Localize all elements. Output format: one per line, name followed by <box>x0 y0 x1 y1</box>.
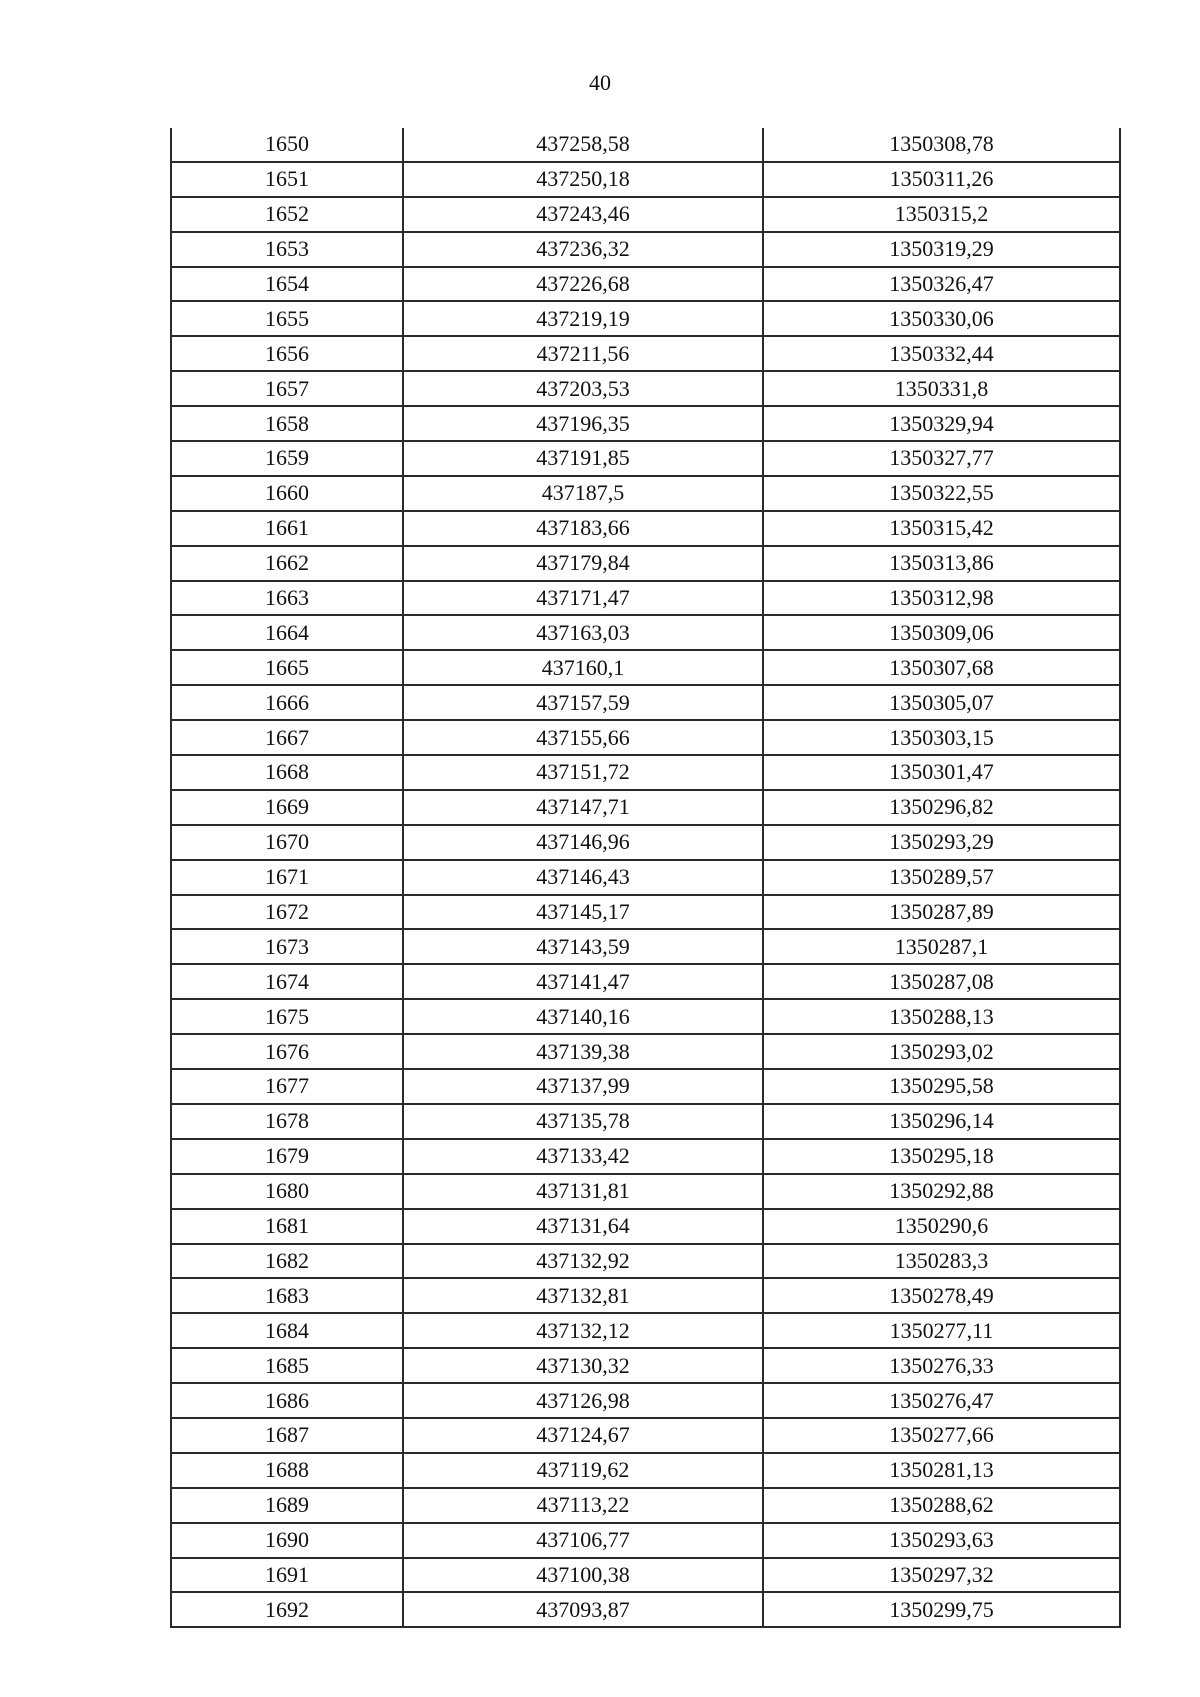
y-coordinate-cell: 1350278,49 <box>763 1278 1120 1313</box>
point-number-cell: 1690 <box>171 1523 403 1558</box>
table-row <box>171 511 1120 546</box>
point-number-cell: 1686 <box>171 1383 403 1418</box>
table-row <box>171 301 1120 336</box>
point-number-cell: 1674 <box>171 964 403 999</box>
y-coordinate-cell: 1350315,42 <box>763 511 1120 546</box>
y-coordinate-cell: 1350326,47 <box>763 267 1120 302</box>
y-coordinate-cell: 1350301,47 <box>763 755 1120 790</box>
table-row <box>171 1139 1120 1174</box>
point-number-cell: 1662 <box>171 546 403 581</box>
x-coordinate-cell: 437119,62 <box>403 1453 763 1488</box>
x-coordinate-cell: 437131,64 <box>403 1209 763 1244</box>
table-row <box>171 1174 1120 1209</box>
table-row <box>171 1592 1120 1627</box>
x-coordinate-cell: 437124,67 <box>403 1418 763 1453</box>
point-number-cell: 1668 <box>171 755 403 790</box>
y-coordinate-cell: 1350290,6 <box>763 1209 1120 1244</box>
table-row <box>171 929 1120 964</box>
y-coordinate-cell: 1350287,08 <box>763 964 1120 999</box>
y-coordinate-cell: 1350331,8 <box>763 371 1120 406</box>
point-number-cell: 1681 <box>171 1209 403 1244</box>
point-number-cell: 1684 <box>171 1313 403 1348</box>
table-row <box>171 1278 1120 1313</box>
point-number-cell: 1682 <box>171 1244 403 1279</box>
y-coordinate-cell: 1350309,06 <box>763 615 1120 650</box>
point-number-cell: 1679 <box>171 1139 403 1174</box>
table-row <box>171 1453 1120 1488</box>
y-coordinate-cell: 1350293,63 <box>763 1523 1120 1558</box>
y-coordinate-cell: 1350287,89 <box>763 895 1120 930</box>
table-row <box>171 197 1120 232</box>
table-row <box>171 128 1120 162</box>
y-coordinate-cell: 1350292,88 <box>763 1174 1120 1209</box>
x-coordinate-cell: 437243,46 <box>403 197 763 232</box>
table-row <box>171 267 1120 302</box>
table-row <box>171 162 1120 197</box>
point-number-cell: 1687 <box>171 1418 403 1453</box>
x-coordinate-cell: 437093,87 <box>403 1592 763 1627</box>
x-coordinate-cell: 437140,16 <box>403 999 763 1034</box>
x-coordinate-cell: 437143,59 <box>403 929 763 964</box>
y-coordinate-cell: 1350296,14 <box>763 1104 1120 1139</box>
x-coordinate-cell: 437250,18 <box>403 162 763 197</box>
point-number-cell: 1678 <box>171 1104 403 1139</box>
page-number: 40 <box>589 70 611 95</box>
table-row <box>171 1488 1120 1523</box>
y-coordinate-cell: 1350281,13 <box>763 1453 1120 1488</box>
y-coordinate-cell: 1350319,29 <box>763 232 1120 267</box>
y-coordinate-cell: 1350305,07 <box>763 685 1120 720</box>
point-number-cell: 1655 <box>171 301 403 336</box>
point-number-cell: 1675 <box>171 999 403 1034</box>
y-coordinate-cell: 1350295,18 <box>763 1139 1120 1174</box>
x-coordinate-cell: 437258,58 <box>403 128 763 162</box>
table-row <box>171 1313 1120 1348</box>
point-number-cell: 1656 <box>171 336 403 371</box>
table-row <box>171 1209 1120 1244</box>
y-coordinate-cell: 1350277,11 <box>763 1313 1120 1348</box>
point-number-cell: 1680 <box>171 1174 403 1209</box>
point-number-cell: 1667 <box>171 720 403 755</box>
table-row <box>171 1244 1120 1279</box>
point-number-cell: 1654 <box>171 267 403 302</box>
x-coordinate-cell: 437196,35 <box>403 406 763 441</box>
x-coordinate-cell: 437211,56 <box>403 336 763 371</box>
point-number-cell: 1683 <box>171 1278 403 1313</box>
table-row <box>171 650 1120 685</box>
table-row <box>171 1383 1120 1418</box>
table-row <box>171 1348 1120 1383</box>
y-coordinate-cell: 1350308,78 <box>763 128 1120 162</box>
x-coordinate-cell: 437100,38 <box>403 1558 763 1593</box>
point-number-cell: 1688 <box>171 1453 403 1488</box>
y-coordinate-cell: 1350303,15 <box>763 720 1120 755</box>
x-coordinate-cell: 437146,96 <box>403 825 763 860</box>
x-coordinate-cell: 437219,19 <box>403 301 763 336</box>
x-coordinate-cell: 437130,32 <box>403 1348 763 1383</box>
y-coordinate-cell: 1350289,57 <box>763 860 1120 895</box>
x-coordinate-cell: 437155,66 <box>403 720 763 755</box>
point-number-cell: 1689 <box>171 1488 403 1523</box>
table-row <box>171 860 1120 895</box>
y-coordinate-cell: 1350329,94 <box>763 406 1120 441</box>
point-number-cell: 1661 <box>171 511 403 546</box>
y-coordinate-cell: 1350293,02 <box>763 1034 1120 1069</box>
point-number-cell: 1660 <box>171 476 403 511</box>
table-row <box>171 1104 1120 1139</box>
x-coordinate-cell: 437203,53 <box>403 371 763 406</box>
point-number-cell: 1672 <box>171 895 403 930</box>
y-coordinate-cell: 1350276,33 <box>763 1348 1120 1383</box>
y-coordinate-cell: 1350299,75 <box>763 1592 1120 1627</box>
x-coordinate-cell: 437133,42 <box>403 1139 763 1174</box>
point-number-cell: 1673 <box>171 929 403 964</box>
x-coordinate-cell: 437147,71 <box>403 790 763 825</box>
y-coordinate-cell: 1350287,1 <box>763 929 1120 964</box>
point-number-cell: 1659 <box>171 441 403 476</box>
y-coordinate-cell: 1350327,77 <box>763 441 1120 476</box>
x-coordinate-cell: 437132,81 <box>403 1278 763 1313</box>
point-number-cell: 1676 <box>171 1034 403 1069</box>
y-coordinate-cell: 1350295,58 <box>763 1069 1120 1104</box>
x-coordinate-cell: 437187,5 <box>403 476 763 511</box>
table-row <box>171 755 1120 790</box>
point-number-cell: 1665 <box>171 650 403 685</box>
y-coordinate-cell: 1350330,06 <box>763 301 1120 336</box>
point-number-cell: 1691 <box>171 1558 403 1593</box>
table-row <box>171 825 1120 860</box>
table-row <box>171 336 1120 371</box>
table-body <box>171 128 1120 1627</box>
table-row <box>171 546 1120 581</box>
table-row <box>171 1523 1120 1558</box>
table-row <box>171 1558 1120 1593</box>
y-coordinate-cell: 1350315,2 <box>763 197 1120 232</box>
table-row <box>171 964 1120 999</box>
y-coordinate-cell: 1350283,3 <box>763 1244 1120 1279</box>
point-number-cell: 1652 <box>171 197 403 232</box>
y-coordinate-cell: 1350276,47 <box>763 1383 1120 1418</box>
x-coordinate-cell: 437135,78 <box>403 1104 763 1139</box>
point-number-cell: 1664 <box>171 615 403 650</box>
x-coordinate-cell: 437151,72 <box>403 755 763 790</box>
point-number-cell: 1671 <box>171 860 403 895</box>
point-number-cell: 1653 <box>171 232 403 267</box>
x-coordinate-cell: 437137,99 <box>403 1069 763 1104</box>
x-coordinate-cell: 437126,98 <box>403 1383 763 1418</box>
x-coordinate-cell: 437157,59 <box>403 685 763 720</box>
x-coordinate-cell: 437191,85 <box>403 441 763 476</box>
table-row <box>171 895 1120 930</box>
x-coordinate-cell: 437179,84 <box>403 546 763 581</box>
coordinates-table <box>170 128 1121 1628</box>
x-coordinate-cell: 437145,17 <box>403 895 763 930</box>
x-coordinate-cell: 437113,22 <box>403 1488 763 1523</box>
table-row <box>171 476 1120 511</box>
point-number-cell: 1692 <box>171 1592 403 1627</box>
table-row <box>171 1034 1120 1069</box>
x-coordinate-cell: 437139,38 <box>403 1034 763 1069</box>
table-row <box>171 1418 1120 1453</box>
y-coordinate-cell: 1350288,13 <box>763 999 1120 1034</box>
x-coordinate-cell: 437132,12 <box>403 1313 763 1348</box>
point-number-cell: 1650 <box>171 128 403 162</box>
point-number-cell: 1651 <box>171 162 403 197</box>
y-coordinate-cell: 1350307,68 <box>763 650 1120 685</box>
y-coordinate-cell: 1350296,82 <box>763 790 1120 825</box>
table-row <box>171 441 1120 476</box>
table-row <box>171 615 1120 650</box>
x-coordinate-cell: 437160,1 <box>403 650 763 685</box>
point-number-cell: 1666 <box>171 685 403 720</box>
point-number-cell: 1670 <box>171 825 403 860</box>
x-coordinate-cell: 437236,32 <box>403 232 763 267</box>
y-coordinate-cell: 1350297,32 <box>763 1558 1120 1593</box>
table-row <box>171 685 1120 720</box>
point-number-cell: 1663 <box>171 581 403 616</box>
y-coordinate-cell: 1350288,62 <box>763 1488 1120 1523</box>
x-coordinate-cell: 437226,68 <box>403 267 763 302</box>
y-coordinate-cell: 1350312,98 <box>763 581 1120 616</box>
y-coordinate-cell: 1350311,26 <box>763 162 1120 197</box>
table-row <box>171 999 1120 1034</box>
table-row <box>171 232 1120 267</box>
y-coordinate-cell: 1350322,55 <box>763 476 1120 511</box>
point-number-cell: 1685 <box>171 1348 403 1383</box>
table-row <box>171 720 1120 755</box>
table-row <box>171 581 1120 616</box>
table-row <box>171 1069 1120 1104</box>
x-coordinate-cell: 437132,92 <box>403 1244 763 1279</box>
y-coordinate-cell: 1350277,66 <box>763 1418 1120 1453</box>
point-number-cell: 1669 <box>171 790 403 825</box>
point-number-cell: 1658 <box>171 406 403 441</box>
x-coordinate-cell: 437141,47 <box>403 964 763 999</box>
x-coordinate-cell: 437106,77 <box>403 1523 763 1558</box>
y-coordinate-cell: 1350293,29 <box>763 825 1120 860</box>
point-number-cell: 1657 <box>171 371 403 406</box>
x-coordinate-cell: 437146,43 <box>403 860 763 895</box>
x-coordinate-cell: 437171,47 <box>403 581 763 616</box>
y-coordinate-cell: 1350313,86 <box>763 546 1120 581</box>
x-coordinate-cell: 437163,03 <box>403 615 763 650</box>
point-number-cell: 1677 <box>171 1069 403 1104</box>
table-row <box>171 790 1120 825</box>
table-row <box>171 371 1120 406</box>
x-coordinate-cell: 437183,66 <box>403 511 763 546</box>
y-coordinate-cell: 1350332,44 <box>763 336 1120 371</box>
x-coordinate-cell: 437131,81 <box>403 1174 763 1209</box>
table-row <box>171 406 1120 441</box>
